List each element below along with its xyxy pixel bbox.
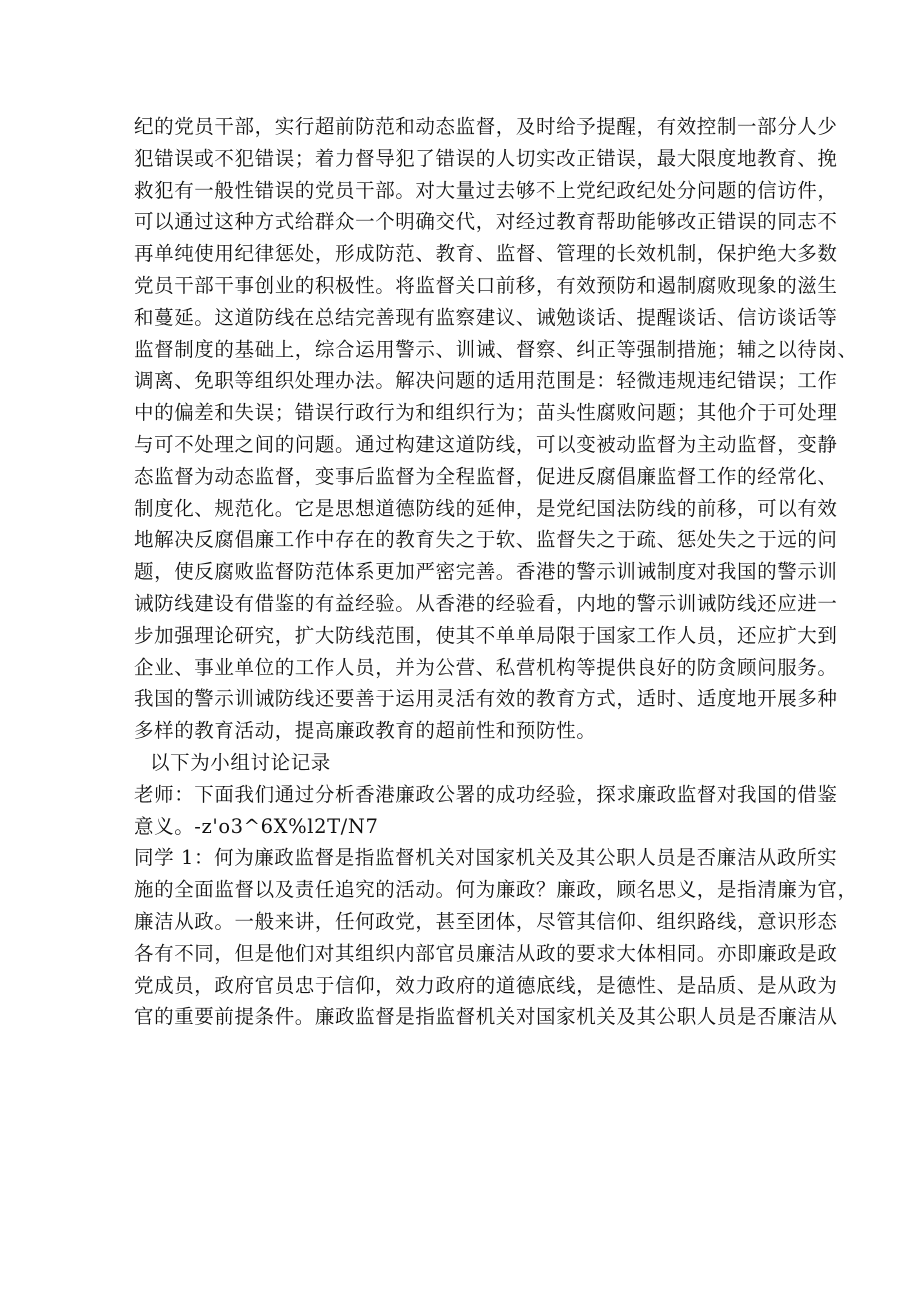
text-line: 官的重要前提条件。廉政监督是指监督机关对国家机关及其公职人员是否廉洁从: [134, 1005, 838, 1029]
text-line: 党成员，政府官员忠于信仰，效力政府的道德底线，是德性、是品质、是从政为: [134, 973, 838, 997]
text-line: 各有不同，但是他们对其组织内部官员廉洁从政的要求大体相同。亦即廉政是政: [134, 941, 838, 965]
text-line: 多样的教育活动，提高廉政教育的超前性和预防性。: [134, 719, 597, 743]
text-line: 施的全面监督以及责任追究的活动。何为廉政？廉政，顾名思义，是指清廉为官，: [134, 878, 858, 902]
text-line: 诫防线建设有借鉴的有益经验。从香港的经验看，内地的警示训诫防线还应进一: [134, 591, 838, 615]
body-paragraph: [134, 111, 858, 747]
text-line: 同学 1：何为廉政监督是指监督机关对国家机关及其公职人员是否廉洁从政所实: [134, 846, 838, 870]
text-line: 与可不处理之间的问题。通过构建这道防线，可以变被动监督为主动监督，变静: [134, 432, 838, 456]
text-line: 监督制度的基础上，综合运用警示、训诫、督察、纠正等强制措施；辅之以待岗、: [134, 337, 858, 361]
text-line: 纪的党员干部，实行超前防范和动态监督，及时给予提醒，有效控制一部分人少: [134, 115, 838, 138]
text-line: 可以通过这种方式给群众一个明确交代，对经过教育帮助能够改正错误的同志不: [134, 210, 838, 234]
text-line: 再单纯使用纪律惩处，形成防范、教育、监督、管理的长效机制，保护绝大多数: [134, 242, 838, 266]
document-body: [134, 111, 858, 1033]
text-line: 步加强理论研究，扩大防线范围，使其不单单局限于国家工作人员，还应扩大到: [134, 623, 838, 647]
text-line: 意义。-z'o3^6X%l2T/N7: [134, 814, 379, 838]
teacher-remark: [134, 779, 838, 843]
text-line: 中的偏差和失误；错误行政行为和组织行为；苗头性腐败问题；其他介于可处理: [134, 401, 838, 425]
text-line: 我国的警示训诫防线还要善于运用灵活有效的教育方式，适时、适度地开展多种: [134, 687, 838, 711]
text-line: 地解决反腐倡廉工作中存在的教育失之于软、监督失之于疏、惩处失之于远的问: [134, 528, 838, 552]
text-line: 题，使反腐败监督防范体系更加严密完善。香港的警示训诫制度对我国的警示训: [134, 560, 838, 584]
text-line: 犯错误或不犯错误；着力督导犯了错误的人切实改正错误，最大限度地教育、挽: [134, 146, 838, 170]
text-line: 企业、事业单位的工作人员，并为公营、私营机构等提供良好的防贪顾问服务。: [134, 655, 838, 679]
section-heading: 以下为小组讨论记录: [150, 750, 331, 774]
text-line: 救犯有一般性错误的党员干部。对大量过去够不上党纪政纪处分问题的信访件，: [134, 178, 838, 202]
text-line: 党员干部干事创业的积极性。将监督关口前移，有效预防和遏制腐败现象的滋生: [134, 273, 838, 297]
student-1-remark: [134, 842, 858, 1033]
text-line: 调离、免职等组织处理办法。解决问题的适用范围是：轻微违规违纪错误；工作: [134, 369, 838, 393]
text-line: 廉洁从政。一般来讲，任何政党，甚至团体，尽管其信仰、组织路线，意识形态: [134, 909, 838, 933]
text-line: 态监督为动态监督，变事后监督为全程监督，促进反腐倡廉监督工作的经常化、: [134, 464, 838, 488]
text-line: 制度化、规范化。它是思想道德防线的延伸，是党纪国法防线的前移，可以有效: [134, 496, 838, 520]
text-line: 和蔓延。这道防线在总结完善现有监察建议、诫勉谈话、提醒谈话、信访谈话等: [134, 305, 838, 329]
text-line: 老师：下面我们通过分析香港廉政公署的成功经验，探求廉政监督对我国的借鉴: [134, 782, 838, 806]
